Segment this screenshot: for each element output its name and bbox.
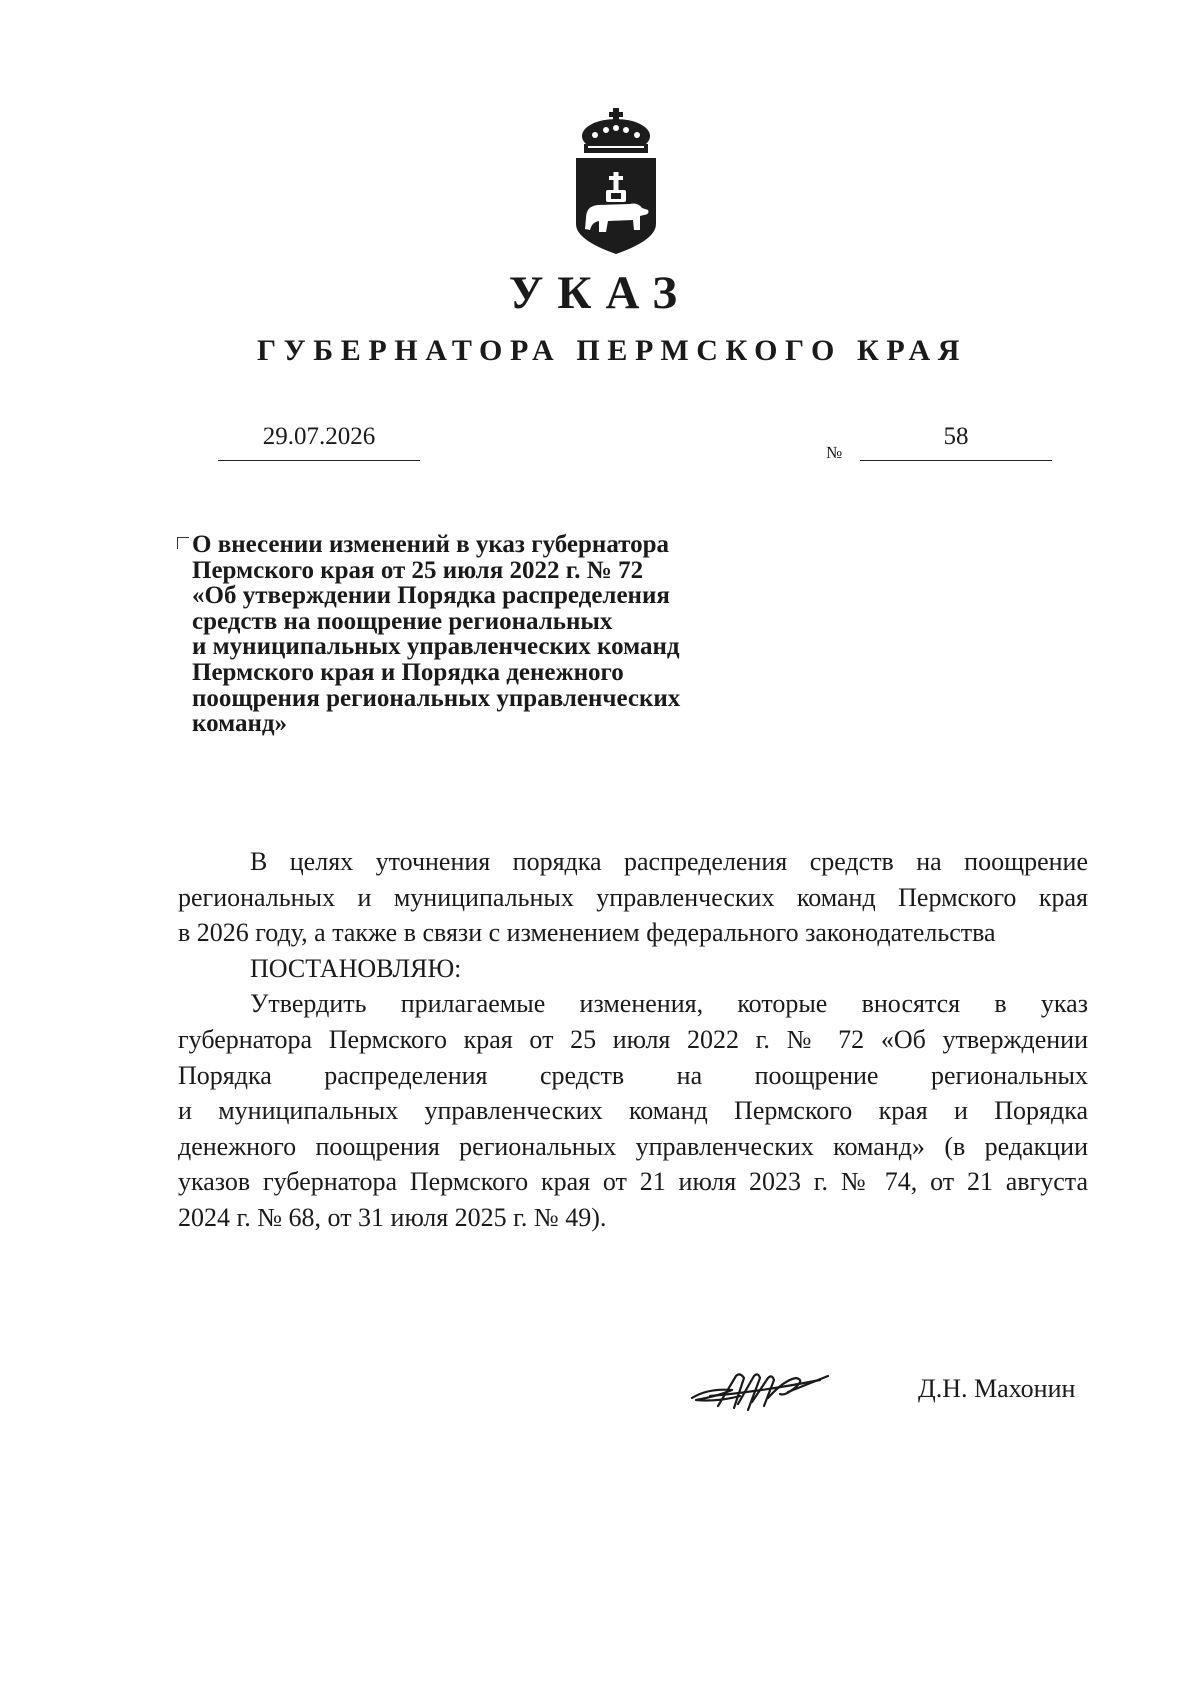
decree-number: 58 — [943, 423, 969, 450]
decree-title: УКАЗ — [508, 267, 692, 319]
decree-date: 29.07.2026 — [262, 423, 376, 450]
decree-date-field — [218, 422, 420, 461]
subject-line: средств на поощрение региональных — [192, 607, 613, 635]
subject-line: команд» — [192, 710, 288, 738]
subject-line: «Об утверждении Порядка распределения — [192, 582, 670, 610]
signer-name: Д.Н. Махонин — [918, 1374, 1076, 1403]
number-underline — [860, 460, 1052, 461]
subject-corner-mark — [177, 537, 189, 549]
subject-line: О внесении изменений в указ губернатора — [192, 531, 670, 558]
operative-line: Утвердить прилагаемые изменения, которые вносятся в указ — [250, 989, 1088, 1019]
operative-line: указов губернатора Пермского края от 21 июля 2023 г. № 74, от 21 августа — [178, 1167, 1088, 1197]
decree-word: ПОСТАНОВЛЯЮ: — [250, 953, 462, 983]
decree-subject — [192, 532, 752, 737]
preamble-line: в 2026 году, а также в связи с изменением федерального законодательства — [178, 918, 996, 948]
operative-line: Порядка распределения средств на поощрение региональных — [178, 1060, 1088, 1090]
operative-line: и муниципальных управленческих команд Пермского края и Порядка — [178, 1096, 1088, 1126]
subject-line: Пермского края и Порядка денежного — [192, 658, 624, 686]
operative-line: 2024 г. № 68, от 31 июля 2025 г. № 49). — [178, 1202, 607, 1232]
number-sign: № — [826, 443, 843, 462]
operative-line: денежного поощрения региональных управленческих команд» (в редакции — [178, 1131, 1088, 1161]
coat-of-arms-icon — [568, 106, 664, 256]
subject-line: Пермского края от 25 июля 2022 г. № 72 — [192, 556, 644, 584]
preamble-line: В целях уточнения порядка распределения средств на поощрение — [250, 847, 1088, 876]
decree-body — [178, 844, 1088, 1236]
subject-line: и муниципальных управленческих команд — [192, 633, 680, 661]
issuer-title: ГУБЕРНАТОРА ПЕРМСКОГО КРАЯ — [256, 334, 967, 367]
operative-line: губернатора Пермского края от 25 июля 2022 г. № 72 «Об утверждении — [178, 1024, 1088, 1054]
subject-line: поощрения региональных управленческих — [192, 684, 681, 712]
preamble-line: региональных и муниципальных управленческих команд Пермского края — [178, 882, 1088, 912]
signature-icon — [688, 1366, 838, 1416]
date-underline — [218, 460, 420, 461]
